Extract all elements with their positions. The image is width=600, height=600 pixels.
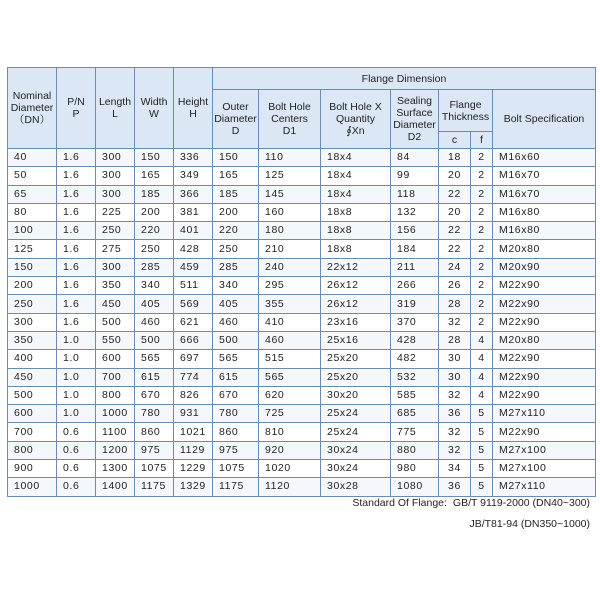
cell-height: 366: [174, 185, 213, 203]
cell-nominal-diameter: 400: [8, 350, 57, 368]
header-height: Height H: [174, 68, 213, 149]
cell-outer-diameter: 285: [213, 258, 259, 276]
header-flange-dimension: Flange Dimension: [213, 68, 596, 90]
cell-nominal-diameter: 250: [8, 295, 57, 313]
cell-length: 300: [96, 149, 135, 167]
cell-pn: 1.0: [57, 350, 96, 368]
cell-nominal-diameter: 600: [8, 405, 57, 423]
cell-height: 1021: [174, 423, 213, 441]
table-row: [8, 277, 596, 295]
cell-thickness-c: 36: [439, 405, 471, 423]
cell-outer-diameter: 565: [213, 350, 259, 368]
cell-width: 565: [135, 350, 174, 368]
cell-bolt-spec: M20x80: [493, 240, 596, 258]
cell-thickness-f: 4: [471, 368, 493, 386]
cell-nominal-diameter: 50: [8, 167, 57, 185]
cell-outer-diameter: 340: [213, 277, 259, 295]
cell-length: 700: [96, 368, 135, 386]
table-row: [8, 460, 596, 478]
table-row: [8, 386, 596, 404]
cell-width: 165: [135, 167, 174, 185]
table-row: [8, 441, 596, 459]
cell-thickness-f: 5: [471, 423, 493, 441]
standard-gb: GB/T 9119-2000 (DN40~300): [452, 497, 590, 509]
cell-height: 401: [174, 222, 213, 240]
cell-thickness-f: 2: [471, 222, 493, 240]
cell-width: 460: [135, 313, 174, 331]
cell-bolt-hole-centers: 240: [259, 258, 321, 276]
cell-nominal-diameter: 65: [8, 185, 57, 203]
cell-sealing-diameter: 84: [391, 149, 439, 167]
cell-thickness-c: 24: [439, 258, 471, 276]
cell-sealing-diameter: 184: [391, 240, 439, 258]
cell-bolt-hole-centers: 410: [259, 313, 321, 331]
cell-bolt-spec: M22x90: [493, 423, 596, 441]
flange-standard-line-1: [352, 497, 590, 509]
cell-pn: 1.6: [57, 277, 96, 295]
cell-pn: 1.6: [57, 313, 96, 331]
cell-outer-diameter: 1075: [213, 460, 259, 478]
cell-length: 450: [96, 295, 135, 313]
cell-length: 300: [96, 167, 135, 185]
cell-pn: 1.0: [57, 386, 96, 404]
standard-label: Standard Of Flange:: [352, 497, 447, 509]
cell-nominal-diameter: 450: [8, 368, 57, 386]
cell-thickness-c: 34: [439, 460, 471, 478]
cell-height: 381: [174, 203, 213, 221]
cell-width: 405: [135, 295, 174, 313]
cell-pn: 0.6: [57, 423, 96, 441]
cell-thickness-c: 32: [439, 441, 471, 459]
cell-height: 621: [174, 313, 213, 331]
cell-width: 340: [135, 277, 174, 295]
cell-bolt-hole-quantity: 18x4: [321, 167, 391, 185]
cell-thickness-c: 20: [439, 203, 471, 221]
cell-outer-diameter: 1175: [213, 478, 259, 496]
cell-width: 285: [135, 258, 174, 276]
cell-bolt-spec: M20x90: [493, 258, 596, 276]
cell-bolt-hole-centers: 515: [259, 350, 321, 368]
cell-bolt-hole-centers: 295: [259, 277, 321, 295]
cell-sealing-diameter: 482: [391, 350, 439, 368]
cell-thickness-f: 2: [471, 295, 493, 313]
cell-height: 1329: [174, 478, 213, 496]
cell-bolt-spec: M16x60: [493, 149, 596, 167]
cell-nominal-diameter: 350: [8, 331, 57, 349]
table-row: [8, 240, 596, 258]
table-row: [8, 222, 596, 240]
cell-thickness-f: 4: [471, 331, 493, 349]
cell-length: 1100: [96, 423, 135, 441]
header-sealing-surface-diameter: Sealing Surface Diameter D2: [391, 90, 439, 149]
cell-outer-diameter: 860: [213, 423, 259, 441]
cell-thickness-f: 2: [471, 185, 493, 203]
cell-length: 1400: [96, 478, 135, 496]
cell-thickness-c: 22: [439, 222, 471, 240]
cell-thickness-c: 22: [439, 185, 471, 203]
cell-pn: 1.6: [57, 222, 96, 240]
table-row: [8, 185, 596, 203]
header-length: Length L: [96, 68, 135, 149]
cell-sealing-diameter: 132: [391, 203, 439, 221]
cell-thickness-c: 22: [439, 240, 471, 258]
cell-bolt-hole-centers: 810: [259, 423, 321, 441]
cell-height: 666: [174, 331, 213, 349]
cell-sealing-diameter: 585: [391, 386, 439, 404]
cell-nominal-diameter: 700: [8, 423, 57, 441]
cell-bolt-hole-quantity: 30x28: [321, 478, 391, 496]
cell-bolt-spec: M16x80: [493, 203, 596, 221]
cell-sealing-diameter: 980: [391, 460, 439, 478]
cell-bolt-spec: M22x90: [493, 368, 596, 386]
cell-sealing-diameter: 775: [391, 423, 439, 441]
cell-thickness-c: 26: [439, 277, 471, 295]
cell-height: 349: [174, 167, 213, 185]
cell-thickness-c: 28: [439, 295, 471, 313]
cell-thickness-f: 5: [471, 441, 493, 459]
cell-pn: 1.6: [57, 240, 96, 258]
cell-nominal-diameter: 40: [8, 149, 57, 167]
cell-bolt-hole-centers: 1120: [259, 478, 321, 496]
cell-bolt-spec: M16x80: [493, 222, 596, 240]
cell-bolt-hole-quantity: 30x20: [321, 386, 391, 404]
cell-sealing-diameter: 319: [391, 295, 439, 313]
table-row: [8, 258, 596, 276]
cell-pn: 0.6: [57, 478, 96, 496]
table-row: [8, 203, 596, 221]
cell-sealing-diameter: 1080: [391, 478, 439, 496]
cell-width: 975: [135, 441, 174, 459]
cell-height: 1129: [174, 441, 213, 459]
cell-pn: 1.6: [57, 203, 96, 221]
cell-nominal-diameter: 100: [8, 222, 57, 240]
standard-jb: JB/T81-94 (DN350~1000): [469, 518, 590, 530]
cell-height: 697: [174, 350, 213, 368]
cell-bolt-hole-quantity: 23x16: [321, 313, 391, 331]
cell-bolt-hole-quantity: 25x20: [321, 368, 391, 386]
table-row: [8, 295, 596, 313]
cell-nominal-diameter: 1000: [8, 478, 57, 496]
cell-outer-diameter: 165: [213, 167, 259, 185]
cell-pn: 1.6: [57, 185, 96, 203]
cell-sealing-diameter: 118: [391, 185, 439, 203]
cell-width: 860: [135, 423, 174, 441]
cell-bolt-hole-quantity: 30x24: [321, 460, 391, 478]
cell-thickness-c: 30: [439, 368, 471, 386]
cell-thickness-f: 5: [471, 405, 493, 423]
cell-bolt-hole-quantity: 18x4: [321, 149, 391, 167]
cell-width: 670: [135, 386, 174, 404]
table-row: [8, 331, 596, 349]
cell-thickness-f: 2: [471, 149, 493, 167]
cell-length: 1200: [96, 441, 135, 459]
cell-length: 350: [96, 277, 135, 295]
cell-bolt-hole-centers: 920: [259, 441, 321, 459]
cell-height: 1229: [174, 460, 213, 478]
cell-bolt-spec: M16x70: [493, 167, 596, 185]
cell-bolt-hole-centers: 1020: [259, 460, 321, 478]
cell-height: 569: [174, 295, 213, 313]
cell-thickness-c: 18: [439, 149, 471, 167]
cell-nominal-diameter: 200: [8, 277, 57, 295]
cell-bolt-spec: M16x70: [493, 185, 596, 203]
cell-thickness-c: 30: [439, 350, 471, 368]
cell-width: 1175: [135, 478, 174, 496]
cell-bolt-spec: M27x100: [493, 460, 596, 478]
cell-thickness-c: 28: [439, 331, 471, 349]
cell-outer-diameter: 250: [213, 240, 259, 258]
header-width: Width W: [135, 68, 174, 149]
cell-bolt-hole-centers: 210: [259, 240, 321, 258]
table-row: [8, 350, 596, 368]
cell-sealing-diameter: 685: [391, 405, 439, 423]
cell-length: 225: [96, 203, 135, 221]
cell-nominal-diameter: 800: [8, 441, 57, 459]
cell-sealing-diameter: 532: [391, 368, 439, 386]
cell-outer-diameter: 200: [213, 203, 259, 221]
cell-height: 336: [174, 149, 213, 167]
cell-nominal-diameter: 500: [8, 386, 57, 404]
table-row: [8, 423, 596, 441]
cell-bolt-hole-quantity: 18x8: [321, 240, 391, 258]
cell-bolt-hole-quantity: 25x24: [321, 405, 391, 423]
cell-bolt-spec: M27x100: [493, 441, 596, 459]
cell-bolt-hole-centers: 725: [259, 405, 321, 423]
cell-nominal-diameter: 900: [8, 460, 57, 478]
cell-height: 459: [174, 258, 213, 276]
cell-pn: 0.6: [57, 460, 96, 478]
cell-thickness-f: 2: [471, 240, 493, 258]
cell-length: 300: [96, 185, 135, 203]
header-bolt-hole-centers: Bolt Hole Centers D1: [259, 90, 321, 149]
cell-length: 600: [96, 350, 135, 368]
cell-length: 550: [96, 331, 135, 349]
cell-width: 150: [135, 149, 174, 167]
cell-pn: 1.6: [57, 149, 96, 167]
cell-bolt-hole-quantity: 18x8: [321, 203, 391, 221]
cell-thickness-c: 32: [439, 313, 471, 331]
cell-height: 428: [174, 240, 213, 258]
table-row: [8, 313, 596, 331]
cell-bolt-spec: M22x90: [493, 313, 596, 331]
cell-pn: 1.0: [57, 405, 96, 423]
cell-outer-diameter: 150: [213, 149, 259, 167]
cell-thickness-f: 2: [471, 313, 493, 331]
cell-bolt-hole-quantity: 26x12: [321, 277, 391, 295]
cell-outer-diameter: 615: [213, 368, 259, 386]
cell-bolt-hole-centers: 620: [259, 386, 321, 404]
cell-outer-diameter: 220: [213, 222, 259, 240]
cell-nominal-diameter: 125: [8, 240, 57, 258]
cell-thickness-c: 20: [439, 167, 471, 185]
header-bolt-hole-quantity: Bolt Hole X Quantity ∮Xn: [321, 90, 391, 149]
cell-bolt-hole-centers: 125: [259, 167, 321, 185]
cell-length: 1300: [96, 460, 135, 478]
cell-bolt-spec: M27x110: [493, 405, 596, 423]
cell-length: 800: [96, 386, 135, 404]
cell-height: 931: [174, 405, 213, 423]
header-pn: P/N P: [57, 68, 96, 149]
header-flange-thickness: Flange Thickness: [439, 90, 493, 132]
header-bolt-specification: Bolt Specification: [493, 90, 596, 149]
cell-length: 300: [96, 258, 135, 276]
header-outer-diameter: Outer Diameter D: [213, 90, 259, 149]
cell-thickness-c: 36: [439, 478, 471, 496]
cell-thickness-f: 2: [471, 167, 493, 185]
cell-bolt-hole-centers: 160: [259, 203, 321, 221]
cell-length: 275: [96, 240, 135, 258]
cell-pn: 1.0: [57, 368, 96, 386]
cell-width: 615: [135, 368, 174, 386]
header-nominal-diameter: Nominal Diameter （DN）: [8, 68, 57, 149]
cell-height: 511: [174, 277, 213, 295]
cell-bolt-spec: M22x90: [493, 386, 596, 404]
cell-width: 780: [135, 405, 174, 423]
cell-width: 1075: [135, 460, 174, 478]
cell-outer-diameter: 780: [213, 405, 259, 423]
cell-thickness-f: 2: [471, 277, 493, 295]
cell-bolt-spec: M22x90: [493, 350, 596, 368]
table-body: [8, 149, 596, 497]
cell-sealing-diameter: 266: [391, 277, 439, 295]
cell-bolt-spec: M22x90: [493, 295, 596, 313]
header-flange-thickness-f: f: [471, 132, 493, 149]
cell-pn: 1.6: [57, 258, 96, 276]
cell-sealing-diameter: 99: [391, 167, 439, 185]
cell-bolt-hole-quantity: 18x8: [321, 222, 391, 240]
cell-bolt-hole-centers: 145: [259, 185, 321, 203]
cell-bolt-spec: M27x110: [493, 478, 596, 496]
table-row: [8, 368, 596, 386]
cell-bolt-hole-centers: 180: [259, 222, 321, 240]
cell-bolt-hole-quantity: 26x12: [321, 295, 391, 313]
cell-sealing-diameter: 370: [391, 313, 439, 331]
flange-spec-table: [7, 67, 596, 497]
cell-outer-diameter: 185: [213, 185, 259, 203]
cell-pn: 1.0: [57, 331, 96, 349]
cell-sealing-diameter: 211: [391, 258, 439, 276]
cell-width: 500: [135, 331, 174, 349]
cell-width: 185: [135, 185, 174, 203]
cell-height: 774: [174, 368, 213, 386]
table-row: [8, 149, 596, 167]
cell-bolt-hole-centers: 565: [259, 368, 321, 386]
table-row: [8, 405, 596, 423]
cell-bolt-hole-centers: 460: [259, 331, 321, 349]
cell-bolt-hole-quantity: 30x24: [321, 441, 391, 459]
cell-pn: 1.6: [57, 295, 96, 313]
cell-bolt-hole-centers: 355: [259, 295, 321, 313]
cell-outer-diameter: 670: [213, 386, 259, 404]
flange-standard-line-2: [469, 518, 590, 530]
cell-thickness-f: 2: [471, 203, 493, 221]
cell-bolt-hole-quantity: 25x16: [321, 331, 391, 349]
cell-thickness-f: 4: [471, 386, 493, 404]
cell-thickness-f: 5: [471, 478, 493, 496]
cell-outer-diameter: 975: [213, 441, 259, 459]
cell-length: 500: [96, 313, 135, 331]
cell-pn: 0.6: [57, 441, 96, 459]
cell-thickness-c: 32: [439, 386, 471, 404]
cell-width: 220: [135, 222, 174, 240]
cell-outer-diameter: 500: [213, 331, 259, 349]
cell-bolt-hole-quantity: 25x24: [321, 423, 391, 441]
cell-sealing-diameter: 880: [391, 441, 439, 459]
cell-thickness-f: 2: [471, 258, 493, 276]
cell-bolt-hole-centers: 110: [259, 149, 321, 167]
cell-bolt-hole-quantity: 22x12: [321, 258, 391, 276]
cell-sealing-diameter: 428: [391, 331, 439, 349]
header-flange-thickness-c: c: [439, 132, 471, 149]
cell-width: 200: [135, 203, 174, 221]
cell-thickness-f: 5: [471, 460, 493, 478]
cell-length: 250: [96, 222, 135, 240]
cell-length: 1000: [96, 405, 135, 423]
cell-thickness-c: 32: [439, 423, 471, 441]
cell-width: 250: [135, 240, 174, 258]
cell-bolt-hole-quantity: 18x4: [321, 185, 391, 203]
cell-height: 826: [174, 386, 213, 404]
cell-bolt-hole-quantity: 25x20: [321, 350, 391, 368]
cell-outer-diameter: 460: [213, 313, 259, 331]
cell-outer-diameter: 405: [213, 295, 259, 313]
cell-nominal-diameter: 150: [8, 258, 57, 276]
cell-nominal-diameter: 300: [8, 313, 57, 331]
cell-nominal-diameter: 80: [8, 203, 57, 221]
cell-thickness-f: 4: [471, 350, 493, 368]
table-row: [8, 167, 596, 185]
cell-bolt-spec: M20x80: [493, 331, 596, 349]
cell-pn: 1.6: [57, 167, 96, 185]
table-row: [8, 478, 596, 496]
cell-bolt-spec: M22x90: [493, 277, 596, 295]
cell-sealing-diameter: 156: [391, 222, 439, 240]
